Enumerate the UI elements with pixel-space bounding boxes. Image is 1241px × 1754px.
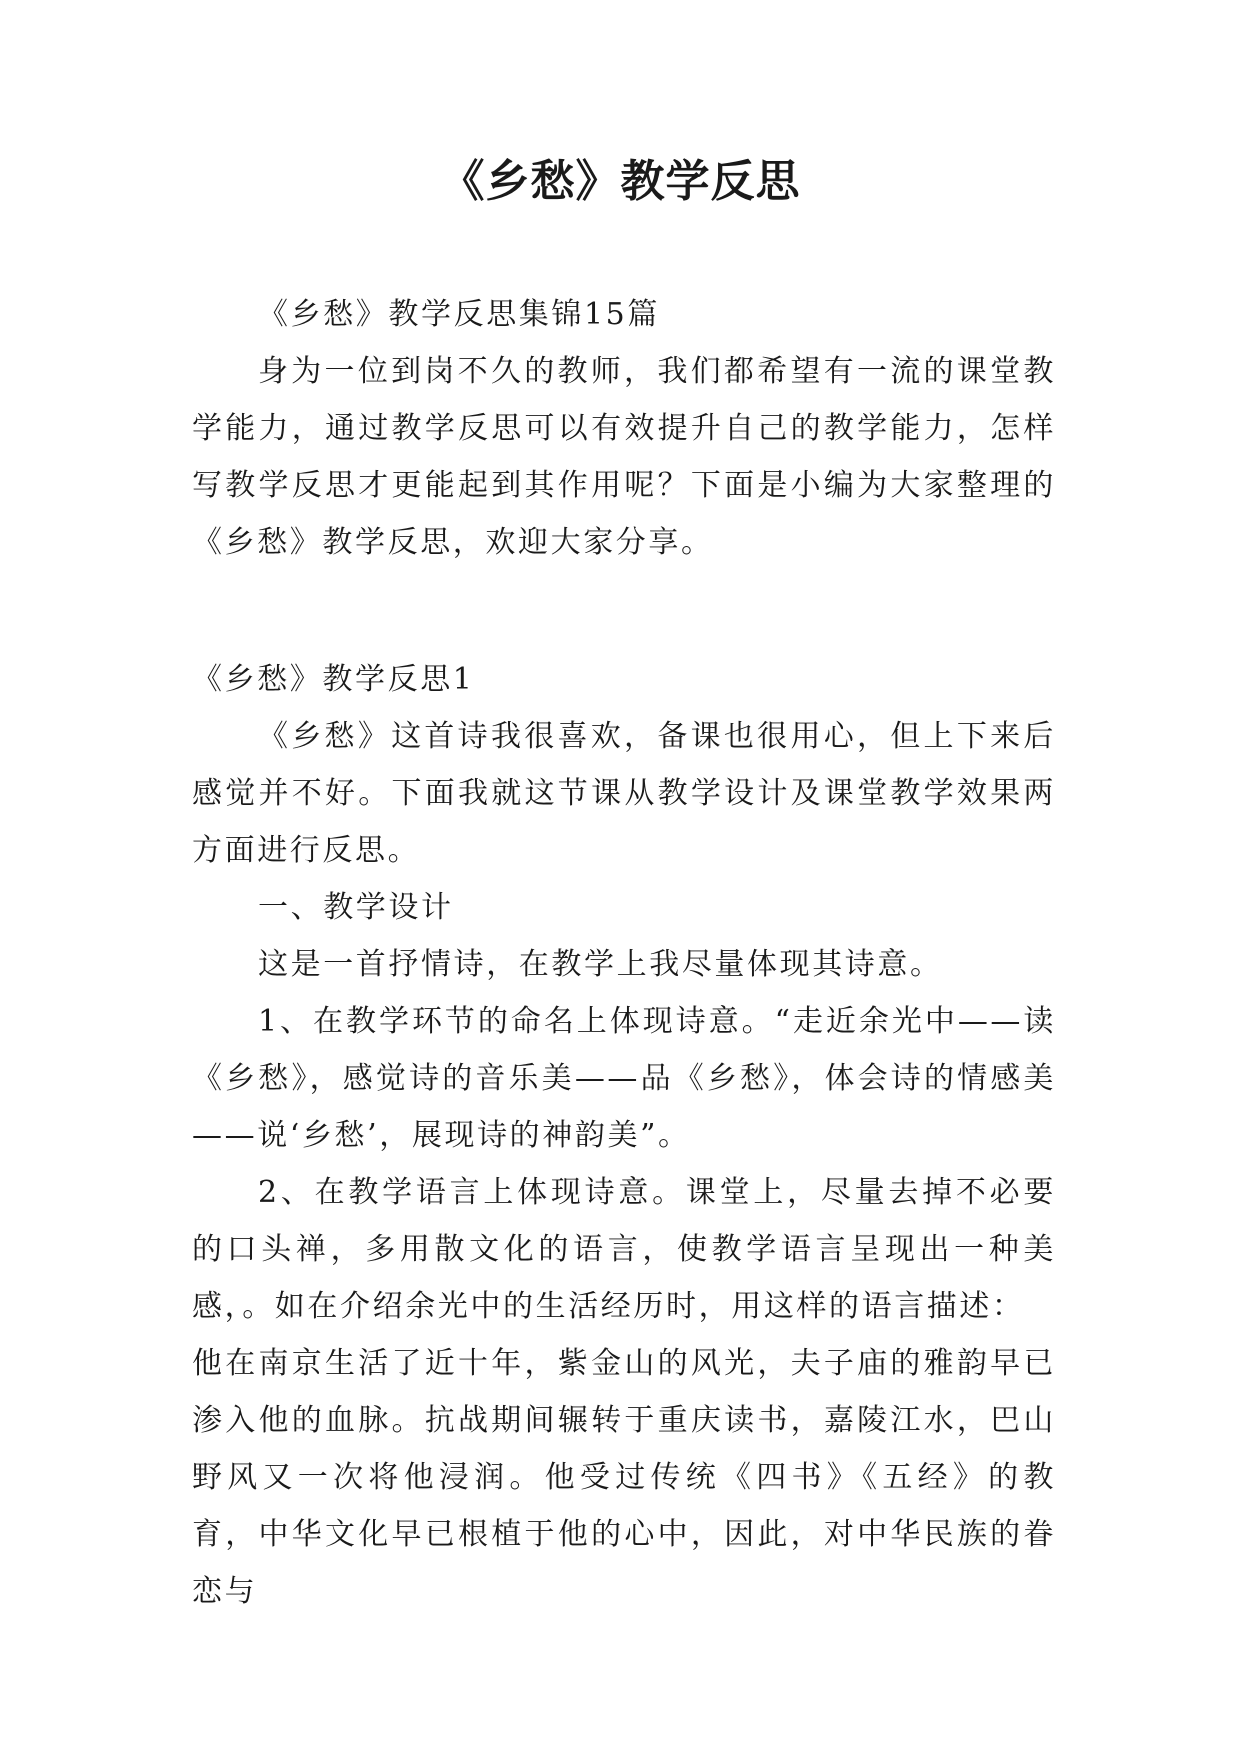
body-paragraph: 他在南京生活了近十年，紫金山的风光，夫子庙的雅韵早已渗入他的血脉。抗战期间辗转于重庆读书，嘉陵江水，巴山野风又一次将他浸润。他受过传统《四书》《五经》的教育，中华文化早已根植于他的心中，因此，对中华民族的眷恋与 — [192, 1346, 1056, 1609]
document-subtitle: 《乡愁》教学反思集锦15篇 — [258, 297, 660, 332]
subheading-teaching-design: 一、教学设计 — [258, 890, 454, 925]
section-heading: 《乡愁》教学反思1 — [192, 662, 475, 697]
body-paragraph: 《乡愁》这首诗我很喜欢，备课也很用心，但上下来后感觉并不好。下面我就这节课从教学设计及课堂教学效果两方面进行反思。 — [192, 719, 1056, 868]
list-item-2: 2、在教学语言上体现诗意。课堂上，尽量去掉不必要的口头禅，多用散文化的语言，使教学语言呈现出一种美感，。如在介绍余光中的生活经历时，用这样的语言描述： — [192, 1175, 1056, 1324]
document-title: 《乡愁》教学反思 — [440, 156, 801, 207]
list-item-1: 1、在教学环节的命名上体现诗意。“走近余光中——读《乡愁》，感觉诗的音乐美——品《乡愁》，体会诗的情感美——说‘乡愁’，展现诗的神韵美”。 — [192, 1004, 1056, 1153]
section-spacer — [192, 571, 1056, 651]
document-body — [192, 286, 1056, 1620]
body-paragraph: 这是一首抒情诗，在教学上我尽量体现其诗意。 — [258, 947, 943, 982]
intro-paragraph: 身为一位到岗不久的教师，我们都希望有一流的课堂教学能力，通过教学反思可以有效提升自己的教学能力，怎样写教学反思才更能起到其作用呢？下面是小编为大家整理的《乡愁》教学反思，欢迎大家分享。 — [192, 354, 1056, 560]
